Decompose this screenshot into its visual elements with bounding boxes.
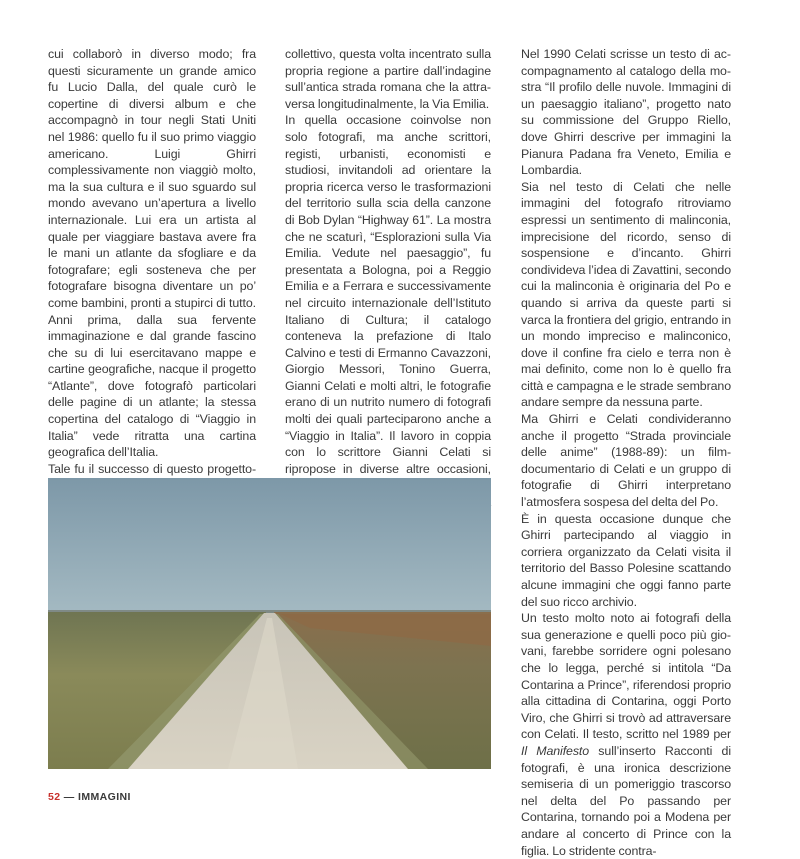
paragraph: Tale fu il successo di questo progetto- [48, 461, 256, 476]
folio-separator: — [60, 791, 79, 803]
text-column-1 [48, 46, 256, 527]
paragraph [521, 610, 731, 859]
paragraph: Sia nel testo di Celati che nelle immagini del fotografo ritroviamo espressi un sentimento di malinconia, imprecisione del ricordo, senso di sospensione e d’incanto. Ghirri condivideva l’idea di Zavattini, secondo cui la malinconia è originaria del Po e quando si arriva da queste parti si varca la frontiera del grigio, entrando in un mondo impreciso e malinconico, dove il confine fra cielo e terra non è mai definito, come non lo è quello fra città e campagna e le strade sembrano andare sempre da nessuna parte. [521, 179, 731, 410]
page-folio [48, 791, 131, 803]
paragraph: È in questa occasione dunque che Ghirri partecipando al viaggio in corriera organizzato da Celati visita il territorio del Basso Polesine scattando alcune immagini che oggi fanno parte del suo ricco archivio. [521, 511, 731, 609]
paragraph: collettivo, questa volta incentrato sulla propria regione a partire dall’indagine sull’antica strada romana che la attraversa longitudinalmente, la Via Emilia. [285, 47, 491, 111]
paragraph-text: sull’inserto Racconti di fotografi, è una ironica descrizione semiseria di un pomeriggio trascorso nel delta del Po passando per Contarina, tornando poi a Modena per andare al concerto di Prince con la figlia. Lo stridente contra- [521, 743, 731, 858]
text-column-3 [521, 46, 731, 859]
publication-title: Il Manifesto [521, 743, 590, 758]
road-landscape-image [48, 478, 491, 769]
paragraph: cui collaborò in diverso modo; fra questi sicuramente un grande amico fu Lucio Dalla, del quale curò le copertine di diversi album e che accompagnò in tour negli Stati Uniti nel 1986: quello fu il suo primo viaggio americano. Luigi Ghirri complessivamente non viaggiò molto, ma la sua cultura e il suo sguardo sul mondo avevano un’apertura a livello internazionale. Lui era un artista al quale per viaggiare bastava avere fra le mani un atlante da sfogliare e da fotografare; egli sosteneva che per fotografare bisogna diventare un po’ come bambini, pronti a stupirci di tutto. Anni prima, dalla sua fervente immaginazione e dal grande fascino che su di lui esercitavano mappe e cartine geografiche, nacque il progetto “Atlante”, dove fotografò particolari delle pagine di un atlante; la stessa copertina del catalogo di “Viaggio in Italia” vede ritratta una cartina geografica dell’Italia. [48, 47, 256, 460]
section-name: IMMAGINI [78, 791, 131, 803]
paragraph: Nel 1990 Celati scrisse un testo di accompagnamento al catalogo della mostra “Il profilo delle nuvole. Immagini di un paesaggio italiano”, progetto nato su commissione del Gruppo Riello, dove Ghirri descrive per immagini la Pianura Padana fra Veneto, Emilia e Lombardia. [521, 47, 731, 178]
paragraph: Ma Ghirri e Celati condivideranno anche il progetto “Strada provinciale delle anime” (1988-89): un film-documentario di Celati e un gruppo di fotografie di Ghirri interpretano l’atmosfera sospesa del delta del Po. [521, 412, 731, 510]
landscape-photograph [48, 478, 491, 769]
page-number: 52 [48, 791, 61, 803]
text-column-2 [285, 46, 491, 527]
paragraph-text: Un testo molto noto ai fotografi della sua generazione e quelli poco più giovani, farebbe sorridere ogni polesano che lo legga, perché si intitola “Da Contarina a Prince”, riferendosi proprio alla cittadina di Contarina, oggi Porto Viro, che Ghirri si trovò ad attraversare con Celati. Il testo, scritto nel 1989 per [521, 611, 731, 742]
paragraph: In quella occasione coinvolse non solo fotografi, ma anche scrittori, registi, urbanisti, economisti e studiosi, invitandoli ad orientare la propria ricerca verso le trasformazioni del territorio sulla scia della canzone di Bob Dylan “Highway 61”. La mostra che ne scaturì, “Esplorazioni sulla Via Emilia. Vedute nel paesaggio”, fu presentata a Bologna, poi a Reggio Emilia e a Ferrara e successivamente nel circuito internazionale dell’Istituto Italiano di Cultura; il catalogo conteneva la prefazione di Italo Calvino e testi di Ermanno Cavazzoni, Giorgio Messori, Tonino Guerra, Gianni Celati e molti altri, le fotografie erano di un nutrito numero di fotografi molti dei quali parteciparono anche a “Viaggio in Italia”. Il lavoro in coppia con lo scrittore Gianni Celati si ripropose in diverse altre occasioni, [285, 113, 491, 476]
